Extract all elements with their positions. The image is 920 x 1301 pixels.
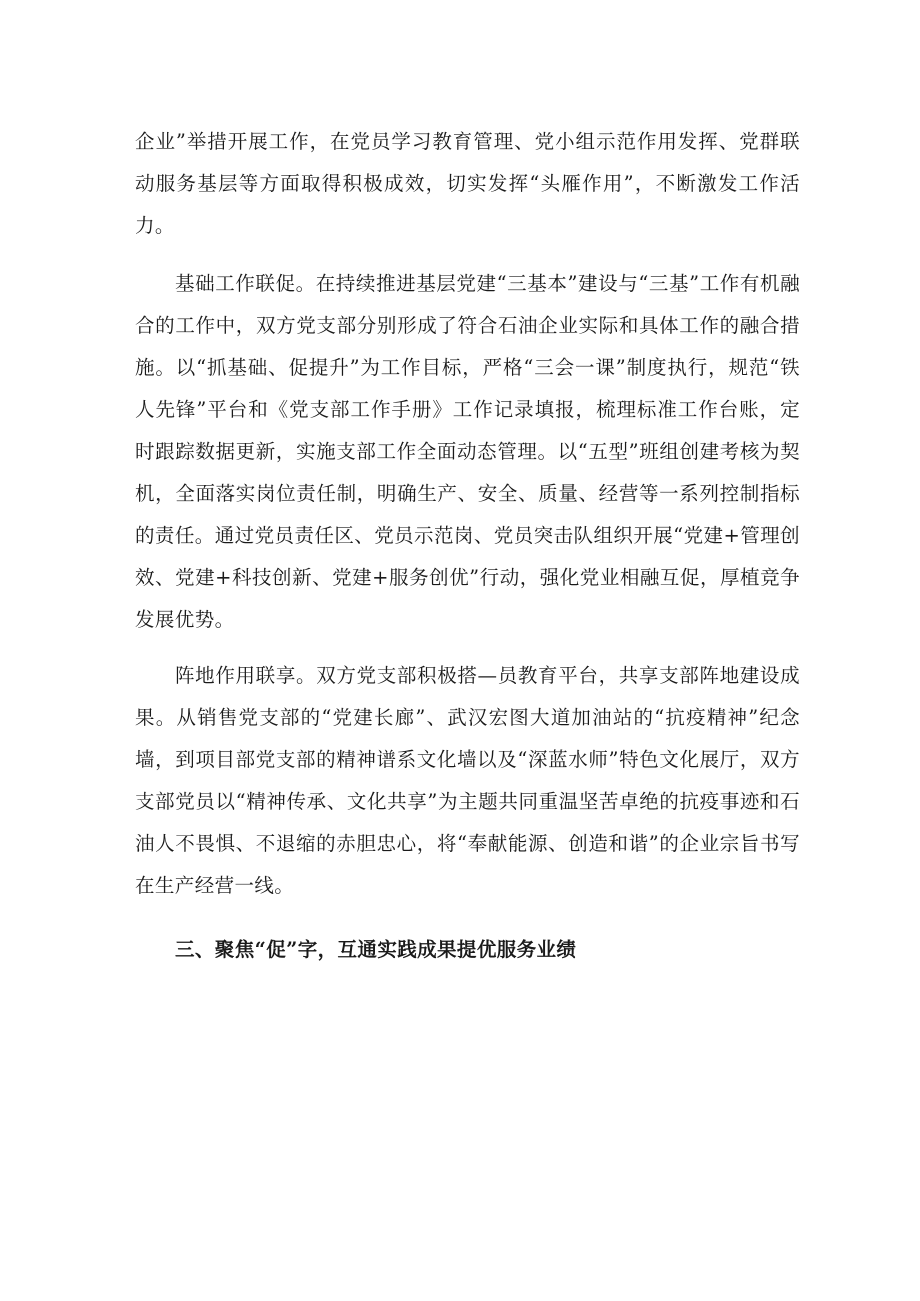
paragraph-continuation: 企业”举措开展工作，在党员学习教育管理、党小组示范作用发挥、党群联动服务基层等方面取得积极成效，切实发挥“头雁作用”，不断激发工作活力。 bbox=[135, 130, 800, 237]
paragraph-basic-work: 基础工作联促。在持续推进基层党建“三基本”建设与“三基”工作有机融合的工作中，双方党支部分别形成了符合石油企业实际和具体工作的融合措施。以“抓基础、促提升”为工作目标，严格“三会一课”制度执行，规范“铁人先锋”平台和《党支部工作手册》工作记录填报，梳理标准工作台账，定时跟踪数据更新，实施支部工作全面动态管理。以“五型”班组创建考核为契机，全面落实岗位责任制，明确生产、安全、质量、经营等一系列控制指标的责任。通过党员责任区、党员示范岗、党员突击队组织开展“党建+管理创效、党建+科技创新、党建+服务创优”行动，强化党业相融互促，厚植竞争发展优势。 bbox=[135, 272, 800, 631]
document-body bbox=[135, 121, 800, 971]
paragraph-position-role: 阵地作用联享。双方党支部积极搭—员教育平台，共享支部阵地建设成果。从销售党支部的“党建长廊”、武汉宏图大道加油站的“抗疫精神”纪念墙，到项目部党支部的精神谱系文化墙以及“深蓝水师”特色文化展厅，双方支部党员以“精神传承、文化共享”为主题共同重温坚苦卓绝的抗疫事迹和石油人不畏惧、不退缩的赤胆忠心，将“奉献能源、创造和谐”的企业宗旨书写在生产经营一线。 bbox=[135, 664, 800, 897]
section-heading: 三、聚焦“促”字，互通实践成果提优服务业绩 bbox=[175, 938, 577, 961]
